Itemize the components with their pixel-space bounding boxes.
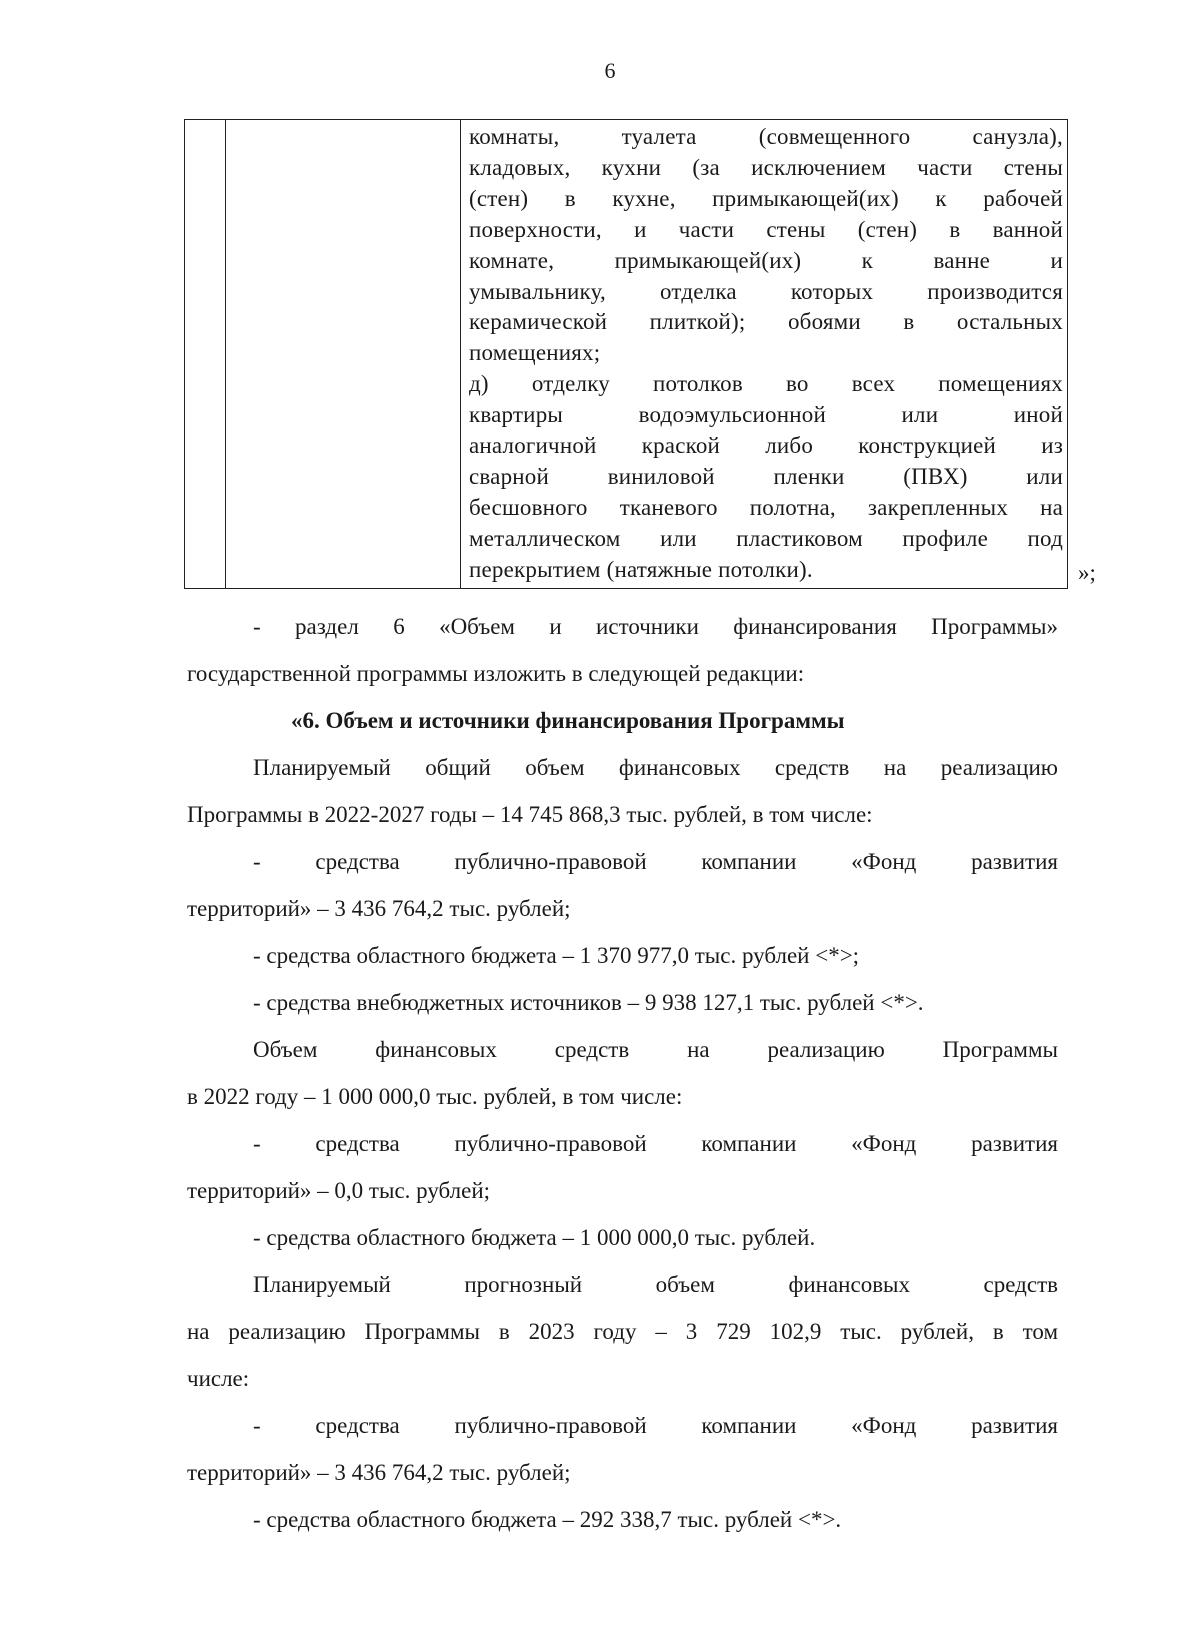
table-row (185, 120, 1068, 589)
table-continuation (184, 119, 1068, 589)
cell-text-line: квартиры водоэмульсионной или иной (469, 402, 1063, 428)
table-cell-number (185, 120, 226, 589)
paragraph-line: Программы в 2022-2027 годы – 14 745 868,3 тыс. рублей, в том числе: (187, 802, 873, 827)
cell-text-line: бесшовного тканевого полотна, закрепленных на (469, 494, 1063, 520)
paragraph-line: территорий» – 0,0 тыс. рублей; (187, 1178, 491, 1203)
paragraph-line: территорий» – 3 436 764,2 тыс. рублей; (187, 1460, 571, 1485)
paragraph-line: - средства публично-правовой компании «Фонд развития (253, 849, 1058, 874)
table-cell-title (226, 120, 461, 589)
page-number: 6 (604, 58, 616, 83)
paragraph-line: - средства областного бюджета – 1 000 000,0 тыс. рублей. (253, 1225, 816, 1250)
paragraph-line: - средства внебюджетных источников – 9 938 127,1 тыс. рублей <*>. (253, 990, 924, 1015)
paragraph-line: - раздел 6 «Объем и источники финансирования Программы» (253, 614, 1058, 639)
cell-text-line: (стен) в кухне, примыкающей(их) к рабочей (469, 185, 1063, 211)
cell-text-line: д) отделку потолков во всех помещениях (469, 371, 1063, 397)
paragraph-line: в 2022 году – 1 000 000,0 тыс. рублей, в том числе: (187, 1084, 683, 1109)
requirements-table (184, 119, 1068, 589)
closing-quote: »; (1078, 560, 1096, 585)
paragraph-line: Объем финансовых средств на реализацию Программы (253, 1037, 1058, 1062)
paragraph-line: - средства публично-правовой компании «Фонд развития (253, 1413, 1058, 1438)
paragraph-line: - средства публично-правовой компании «Фонд развития (253, 1131, 1058, 1156)
table-cell-description (461, 120, 1068, 589)
paragraph-line: - средства областного бюджета – 1 370 977,0 тыс. рублей <*>; (253, 943, 860, 968)
cell-text-line: комнаты, туалета (совмещенного санузла), (469, 124, 1063, 149)
cell-text-line: аналогичной краской либо конструкцией из (469, 433, 1063, 459)
section-heading: «6. Объем и источники финансирования Программы (291, 708, 845, 733)
paragraph-line: - средства областного бюджета – 292 338,7 тыс. рублей <*>. (253, 1507, 842, 1532)
cell-text-line: металлическом или пластиковом профиле под (469, 525, 1063, 551)
cell-text-line: умывальнику, отделка которых производится (469, 278, 1063, 304)
cell-text-line: комнате, примыкающей(их) к ванне и (469, 247, 1063, 273)
cell-text-line: перекрытием (натяжные потолки). (469, 556, 813, 582)
cell-text-line: сварной виниловой пленки (ПВХ) или (469, 463, 1063, 489)
paragraph-line: на реализацию Программы в 2023 году – 3 729 102,9 тыс. рублей, в том (187, 1319, 1058, 1344)
cell-text-line: кладовых, кухни (за исключением части стены (469, 154, 1063, 180)
cell-text-line: помещениях; (469, 340, 601, 366)
cell-text-line: керамической плиткой); обоями в остальных (469, 309, 1063, 335)
paragraph-line: числе: (187, 1366, 250, 1391)
paragraph-line: Планируемый общий объем финансовых средств на реализацию (253, 755, 1058, 780)
paragraph-line: государственной программы изложить в следующей редакции: (187, 661, 805, 686)
paragraph-line: территорий» – 3 436 764,2 тыс. рублей; (187, 896, 571, 921)
cell-text-line: поверхности, и части стены (стен) в ванной (469, 216, 1063, 242)
document-body (187, 603, 1058, 1543)
paragraph-line: Планируемый прогнозный объем финансовых средств (253, 1272, 1058, 1297)
